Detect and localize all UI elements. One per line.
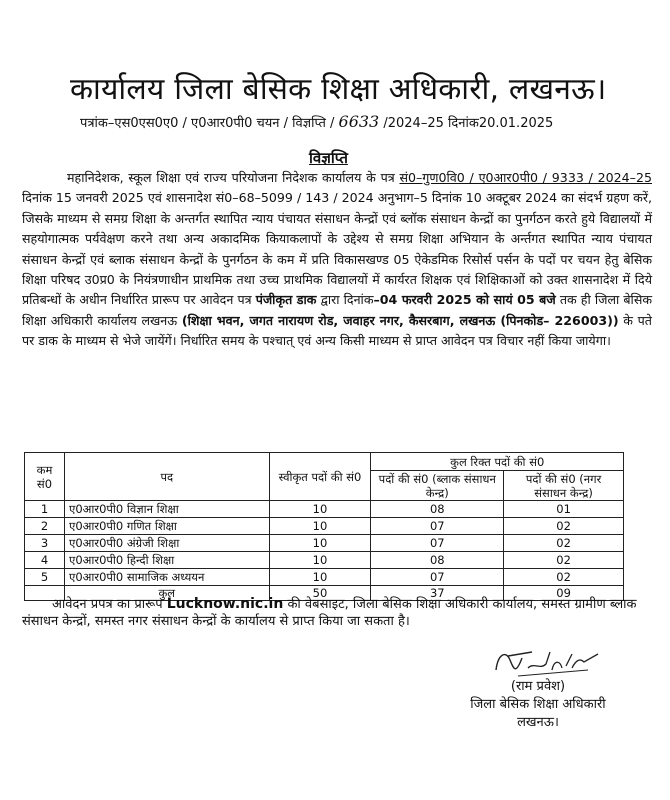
row-sanctioned: 10	[269, 569, 371, 586]
row-block: 07	[371, 535, 504, 552]
letter-reference: सं0–गुण0वि0 / ए0आर0पी0 / 9333 / 2024–25	[399, 170, 652, 185]
row-post: ए0आर0पी0 हिन्दी शिक्षा	[64, 552, 269, 569]
notice-heading: विज्ञप्ति	[309, 149, 348, 167]
officer-name: (राम प्रवेश)	[510, 679, 566, 694]
row-block: 08	[371, 552, 504, 569]
row-sanctioned: 10	[269, 535, 371, 552]
row-post: ए0आर0पी0 गणित शिक्षा	[64, 518, 269, 535]
footer-part-1: आवेदन प्रपत्र का प्रारूप	[52, 597, 167, 612]
row-sno: 2	[25, 518, 65, 535]
total-label: कुल	[64, 586, 269, 601]
officer-place: लखनऊ।	[517, 715, 559, 730]
para-part-2: दिनांक 15 जनवरी 2025 एवं शासनादेश सं0–68–5099 / 143 / 2024 अनुभाग–5 दिनांक 10 अक्टूबर 2024 का संदर्भ ग्रहण करें, जिसके माध्यम से समग्र शिक्षा के अन्तर्गत स्थापित न्याय पंचायत संसाधन केन्द्रों एवं ब्लॉक संसाधन केन्द्रों का पुनर्गठन करते हुये विद्यालयों में सहयोगात्मक पर्यवेक्षण करने तथा अन्य अकादमिक कियाकलापों के उद्देश्य से समग्र शिक्षा अभियान के अर्न्तगत स्थापित न्याय पंचायत संसाधन केन्द्रों एवं ब्लाक संसाधन केन्द्रों के पुनर्गठन के कम में प्रति विकासखण्ड 05 ऐकेडमिक रिसोर्स पर्सन के पदों पर चयन हेतु बेसिक शिक्षा परिषद उ0प्र0 के नियंत्रणाधीन प्राथमिक तथा उच्च प्राथमिक विद्यालयों में कार्यरत शिक्षक एवं शिक्षिकाओं को उक्त शासनादेश में दिये प्रतिबन्धों के अधीन निर्धारित प्रारूप पर आवेदन पत्र	[22, 190, 652, 308]
para-part-4: तक ही जिला बेसिक शिक्षा अधिकारी कार्यालय लखनऊ	[22, 292, 653, 328]
row-block: 08	[371, 501, 504, 518]
deadline: –04 फरवरी 2025 को सायं 05 बजे	[373, 292, 556, 308]
officer-title: जिला बेसिक शिक्षा अधिकारी	[470, 697, 606, 712]
row-sno: 3	[25, 535, 65, 552]
row-post: ए0आर0पी0 अंग्रेजी शिक्षा	[64, 535, 269, 552]
reference-suffix: /2024–25 दिनांक20.01.2025	[379, 116, 554, 131]
header-vacant: कुल रिक्त पदों की सं0	[371, 453, 624, 471]
table-row	[25, 518, 624, 535]
total-block: 37	[371, 586, 504, 601]
row-post: ए0आर0पी0 विज्ञान शिक्षा	[64, 501, 269, 518]
header-post: पद	[64, 453, 269, 501]
para-part-3: द्वारा दिनांक	[316, 292, 374, 308]
table-row	[25, 552, 624, 569]
header-block: पदों की सं0 (ब्लाक संसाधन केन्द्र)	[371, 471, 504, 501]
para-part-5: के पते पर डाक के माध्यम से भेजे जायेंगें। निर्धारित समय के पश्चात् एवं अन्य किसी माध्यम से प्राप्त आवेदन पत्र विचार नहीं किया जायेगा।	[22, 312, 652, 349]
total-nagar: 09	[504, 586, 624, 601]
header-nagar: पदों की सं0 (नगर संसाधन केन्द्र)	[504, 471, 624, 501]
row-sno: 4	[25, 552, 65, 569]
officer-block	[438, 678, 638, 732]
row-block: 07	[371, 518, 504, 535]
para-part-1: महानिदेशक, स्कूल शिक्षा एवं राज्य परियोजना निदेशक कार्यालय के पत्र	[67, 170, 400, 185]
header-sno: कम सं0	[25, 453, 65, 501]
header-sanctioned: स्वीकृत पदों की सं0	[269, 453, 371, 501]
office-address: (शिक्षा भवन, जगत नारायण रोड, जवाहर नगर, कैसरबाग, लखनऊ (पिनकोड– 226003))	[181, 312, 619, 328]
row-sanctioned: 10	[269, 552, 371, 569]
table-row	[25, 569, 624, 586]
row-sanctioned: 10	[269, 501, 371, 518]
row-nagar: 01	[504, 501, 624, 518]
reference-prefix: पत्रांक–एस0एस0ए0 / ए0आर0पी0 चयन / विज्ञप्ति /	[80, 116, 339, 131]
row-post: ए0आर0पी0 सामाजिक अध्ययन	[64, 569, 269, 586]
footer-part-2: की वेबसाइट, जिला बेसिक शिक्षा अधिकारी कार्यालय, समस्त ग्रामीण ब्लाक संसाधन केन्द्रों, समस्त नगर संसाधन केन्द्रों के कार्यालय से प्राप्त किया जा सकता है।	[22, 597, 637, 629]
table-row	[25, 501, 624, 518]
notice-paragraph	[22, 168, 652, 352]
row-nagar: 02	[504, 552, 624, 569]
row-nagar: 02	[504, 535, 624, 552]
footer-paragraph	[22, 596, 647, 630]
row-nagar: 02	[504, 518, 624, 535]
row-sno: 1	[25, 501, 65, 518]
reference-number: 6633	[338, 112, 380, 131]
registered-post: पंजीकृत डाक	[255, 292, 317, 308]
row-sanctioned: 10	[269, 518, 371, 535]
row-nagar: 02	[504, 569, 624, 586]
office-title: कार्यालय जिला बेसिक शिक्षा अधिकारी, लखनऊ।	[70, 72, 607, 107]
posts-table	[24, 452, 624, 601]
reference-line	[80, 112, 650, 131]
table-row	[25, 535, 624, 552]
row-sno: 5	[25, 569, 65, 586]
row-block: 07	[371, 569, 504, 586]
website-text: Lucknow.nic.in	[166, 596, 284, 612]
total-sanctioned: 50	[269, 586, 371, 601]
